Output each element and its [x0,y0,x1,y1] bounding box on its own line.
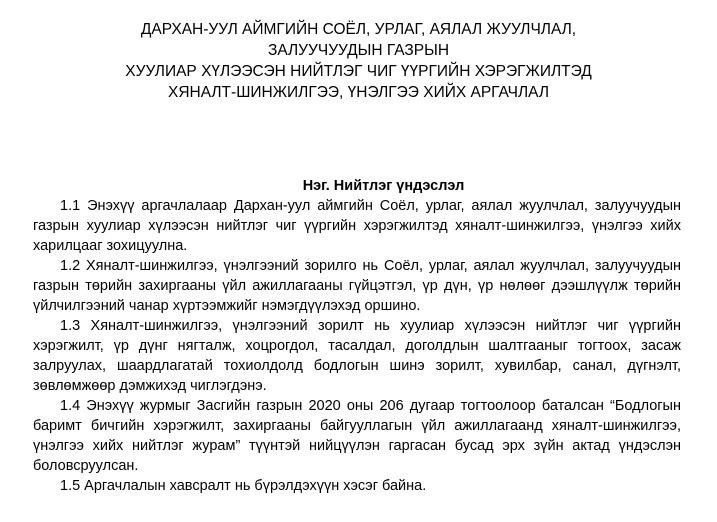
paragraph-1-1: 1.1 Энэхүү аргачлалаар Дархан-уул аймгийн Соёл, урлаг, аялал жуулчлал, залуучуудын газрын хуулиар хүлээсэн нийтлэг чиг үүргийн хэрэгжилтэд хяналт-шинжилгээ, үнэлгээ хийх харилцааг зохицуулна. [33,198,681,254]
document-body [33,196,681,496]
paragraph-1-2: 1.2 Хяналт-шинжилгээ, үнэлгээний зорилго нь Соёл, урлаг, аялал жуулчлал, залуучуудын газрын төрийн захиргааны үйл ажиллагааны гүйцэтгэл, үр дүн, үр нөлөөг дээшлүүлж төрийн үйлчилгээний чанар хүртээмжийг нэмэгдүүлэхэд оршино. [33,258,681,314]
section-heading: Нэг. Нийтлэг үндэслэл [302,178,465,194]
title-line-1: ДАРХАН-УУЛ АЙМГИЙН СОЁЛ, УРЛАГ, АЯЛАЛ ЖУУЛЧЛАЛ, [140,21,577,38]
paragraph-1-3: 1.3 Хяналт-шинжилгээ, үнэлгээний зорилт нь хуулиар хүлээсэн нийтлэг чиг үүргийн хэрэгжилт, үр дүнг нягталж, хоцрогдол, тасалдал, доголдлын шалтгааныг тогтоох, засаж залруулах, шаардлагатай тохиолдолд бодлогын шинэ зорилт, хувилбар, санал, дүгнэлт, зөвлөмжөөр дэмжихэд чиглэгдэнэ. [33,318,681,394]
paragraph-1-5: 1.5 Аргачлалын хавсралт нь бүрэлдэхүүн хэсэг байна. [60,478,427,494]
title-line-4: ХЯНАЛТ-ШИНЖИЛГЭЭ, ҮНЭЛГЭЭ ХИЙХ АРГАЧЛАЛ [167,84,550,101]
paragraph-1-4: 1.4 Энэхүү журмыг Засгийн газрын 2020 оны 206 дугаар тогтоолоор баталсан “Бодлогын баримт бичгийн хэрэгжилт, захиргааны байгууллагын үйл ажиллагаанд хяналт-шинжилгээ, үнэлгээ хийх нийтлэг журам” түүнтэй нийцүүлэн гаргасан бусад эрх зүйн актад үндэслэн боловсруулсан. [33,398,681,474]
title-line-2: ЗАЛУУЧУУДЫН ГАЗРЫН [267,42,450,59]
title-line-3: ХУУЛИАР ХҮЛЭЭСЭН НИЙТЛЭГ ЧИГ ҮҮРГИЙН ХЭРЭГЖИЛТЭД [125,63,592,80]
document-title [0,19,717,103]
